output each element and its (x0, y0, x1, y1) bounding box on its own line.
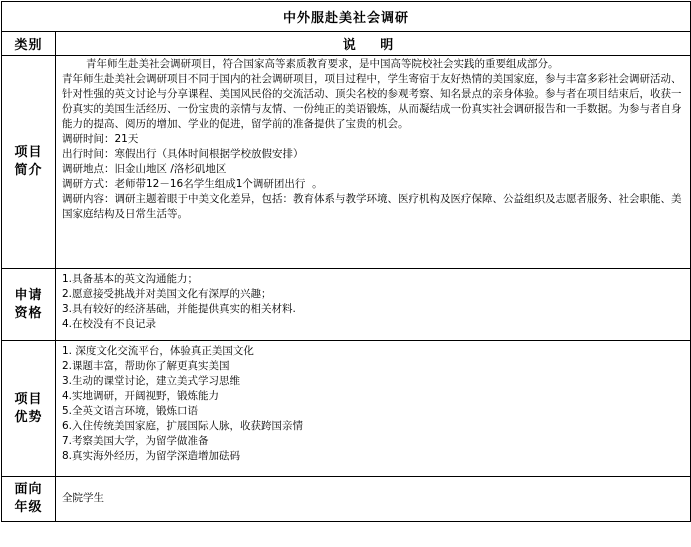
qualification-label-line2: 资格 (14, 305, 43, 321)
intro-content (56, 56, 691, 269)
intro-label (2, 56, 56, 269)
advantages-content (56, 341, 691, 477)
intro-detail-content: 调研内容：调研主题着眼于中美文化差异，包括：教育体系与教学环境、医疗机构及医疗保障、公益组织及志愿者服务、社会职能、美国家庭结构及日常生活等。 (62, 193, 682, 220)
qualification-label (2, 269, 56, 341)
advantages-label-line1: 项目 (14, 391, 43, 407)
grade-row (2, 477, 691, 522)
header-row (2, 32, 691, 56)
grade-value: 全院学生 (62, 492, 104, 504)
intro-row (2, 56, 691, 269)
advantage-item: 5.全英文语言环境，锻炼口语 (62, 405, 199, 417)
intro-detail-departure: 出行时间：寒假出行（具体时间根据学校放假安排） (62, 148, 304, 160)
advantage-item: 4.实地调研，开阔视野，锻炼能力 (62, 390, 220, 402)
grade-content (56, 477, 691, 522)
qualification-label-line1: 申请 (14, 287, 43, 303)
qualification-item: 3.具有较好的经济基础，并能提供真实的相关材料. (62, 303, 296, 315)
qualification-item: 1.具备基本的英文沟通能力； (62, 273, 199, 285)
advantage-item: 8.真实海外经历，为留学深造增加砝码 (62, 450, 241, 462)
advantage-item: 3.生动的课堂讨论，建立美式学习思维 (62, 375, 241, 387)
grade-label-line2: 年级 (14, 500, 43, 515)
intro-label-line1: 项目 (14, 145, 43, 160)
intro-detail-method: 调研方式：老师带12－16名学生组成1个调研团出行 。 (62, 178, 323, 190)
grade-label-line1: 面向 (14, 482, 43, 497)
survey-table (1, 1, 691, 522)
advantage-item: 6.入住传统美国家庭，扩展国际人脉，收获跨国亲情 (62, 420, 304, 432)
qualification-item: 2.愿意接受挑战并对美国文化有深厚的兴趣； (62, 288, 272, 300)
grade-label (2, 477, 56, 522)
intro-paragraph-2: 青年师生赴美社会调研项目不同于国内的社会调研项目，项目过程中，学生寄宿于友好热情的美国家庭，参与丰富多彩社会调研活动、针对性强的英文讨论与分享课程、美国风民俗的交流活动、顶尖名校的参观考察、知名景点的亲身体验。参与者在项目结束后，收获一份真实的美国生活经历、一份宝贵的亲情与友情、一份纯正的美语锻炼，从而凝结成一份真实社会调研报告和一手数据。为参与者自身能力的提高、阅历的增加、学业的促进，留学前的准备提供了宝贵的机会。 (62, 73, 682, 130)
qualification-item: 4.在校没有不良记录 (62, 318, 157, 330)
advantage-item: 7.考察美国大学，为留学做准备 (62, 435, 209, 447)
document-title: 中外服赴美社会调研 (2, 2, 691, 32)
advantages-label (2, 341, 56, 477)
title-row (2, 2, 691, 32)
intro-detail-time: 调研时间：21天 (62, 133, 139, 145)
category-header: 类别 (2, 32, 56, 56)
advantage-item: 1. 深度文化交流平台，体验真正美国文化 (62, 345, 254, 357)
description-header: 说 明 (56, 32, 691, 56)
intro-label-line2: 简介 (14, 163, 43, 178)
advantages-label-line2: 优势 (14, 409, 43, 425)
advantages-row (2, 341, 691, 477)
advantage-item: 2.课题丰富，帮助你了解更真实美国 (62, 360, 230, 372)
qualification-content (56, 269, 691, 341)
intro-detail-location: 调研地点：旧金山地区 /洛杉矶地区 (62, 163, 227, 175)
qualification-row (2, 269, 691, 341)
intro-paragraph-1: 青年师生赴美社会调研项目，符合国家高等素质教育要求，是中国高等院校社会实践的重要组成部分。 (86, 58, 559, 70)
